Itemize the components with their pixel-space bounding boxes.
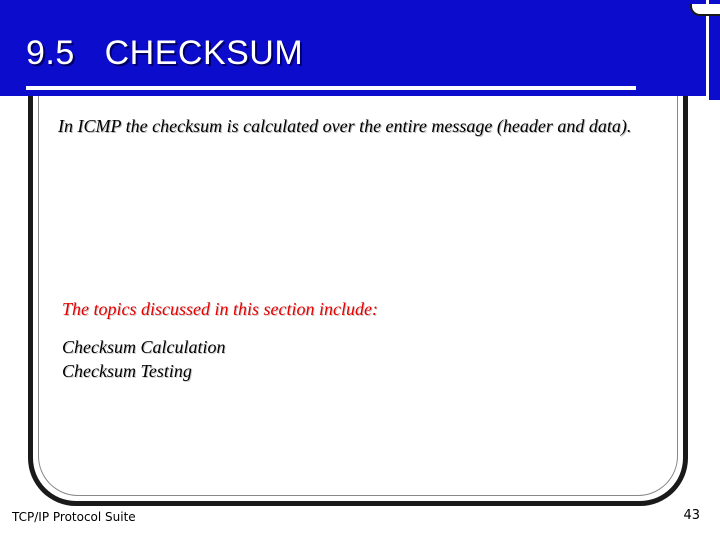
body-paragraph: In ICMP the checksum is calculated over the entire message (header and data). xyxy=(58,116,632,136)
title-underline xyxy=(26,86,636,90)
footer-course-title: TCP/IP Protocol Suite xyxy=(12,510,136,524)
topic-item: Checksum Calculation xyxy=(62,337,226,357)
page-number: 43 xyxy=(683,508,700,523)
topics-heading: The topics discussed in this section include: xyxy=(62,299,378,319)
topic-list xyxy=(62,335,225,383)
content-frame-inner xyxy=(38,96,678,496)
topic-item: Checksum Testing xyxy=(62,361,192,381)
slide-title: 9.5 CHECKSUM xyxy=(26,34,304,72)
corner-decoration xyxy=(690,4,720,16)
